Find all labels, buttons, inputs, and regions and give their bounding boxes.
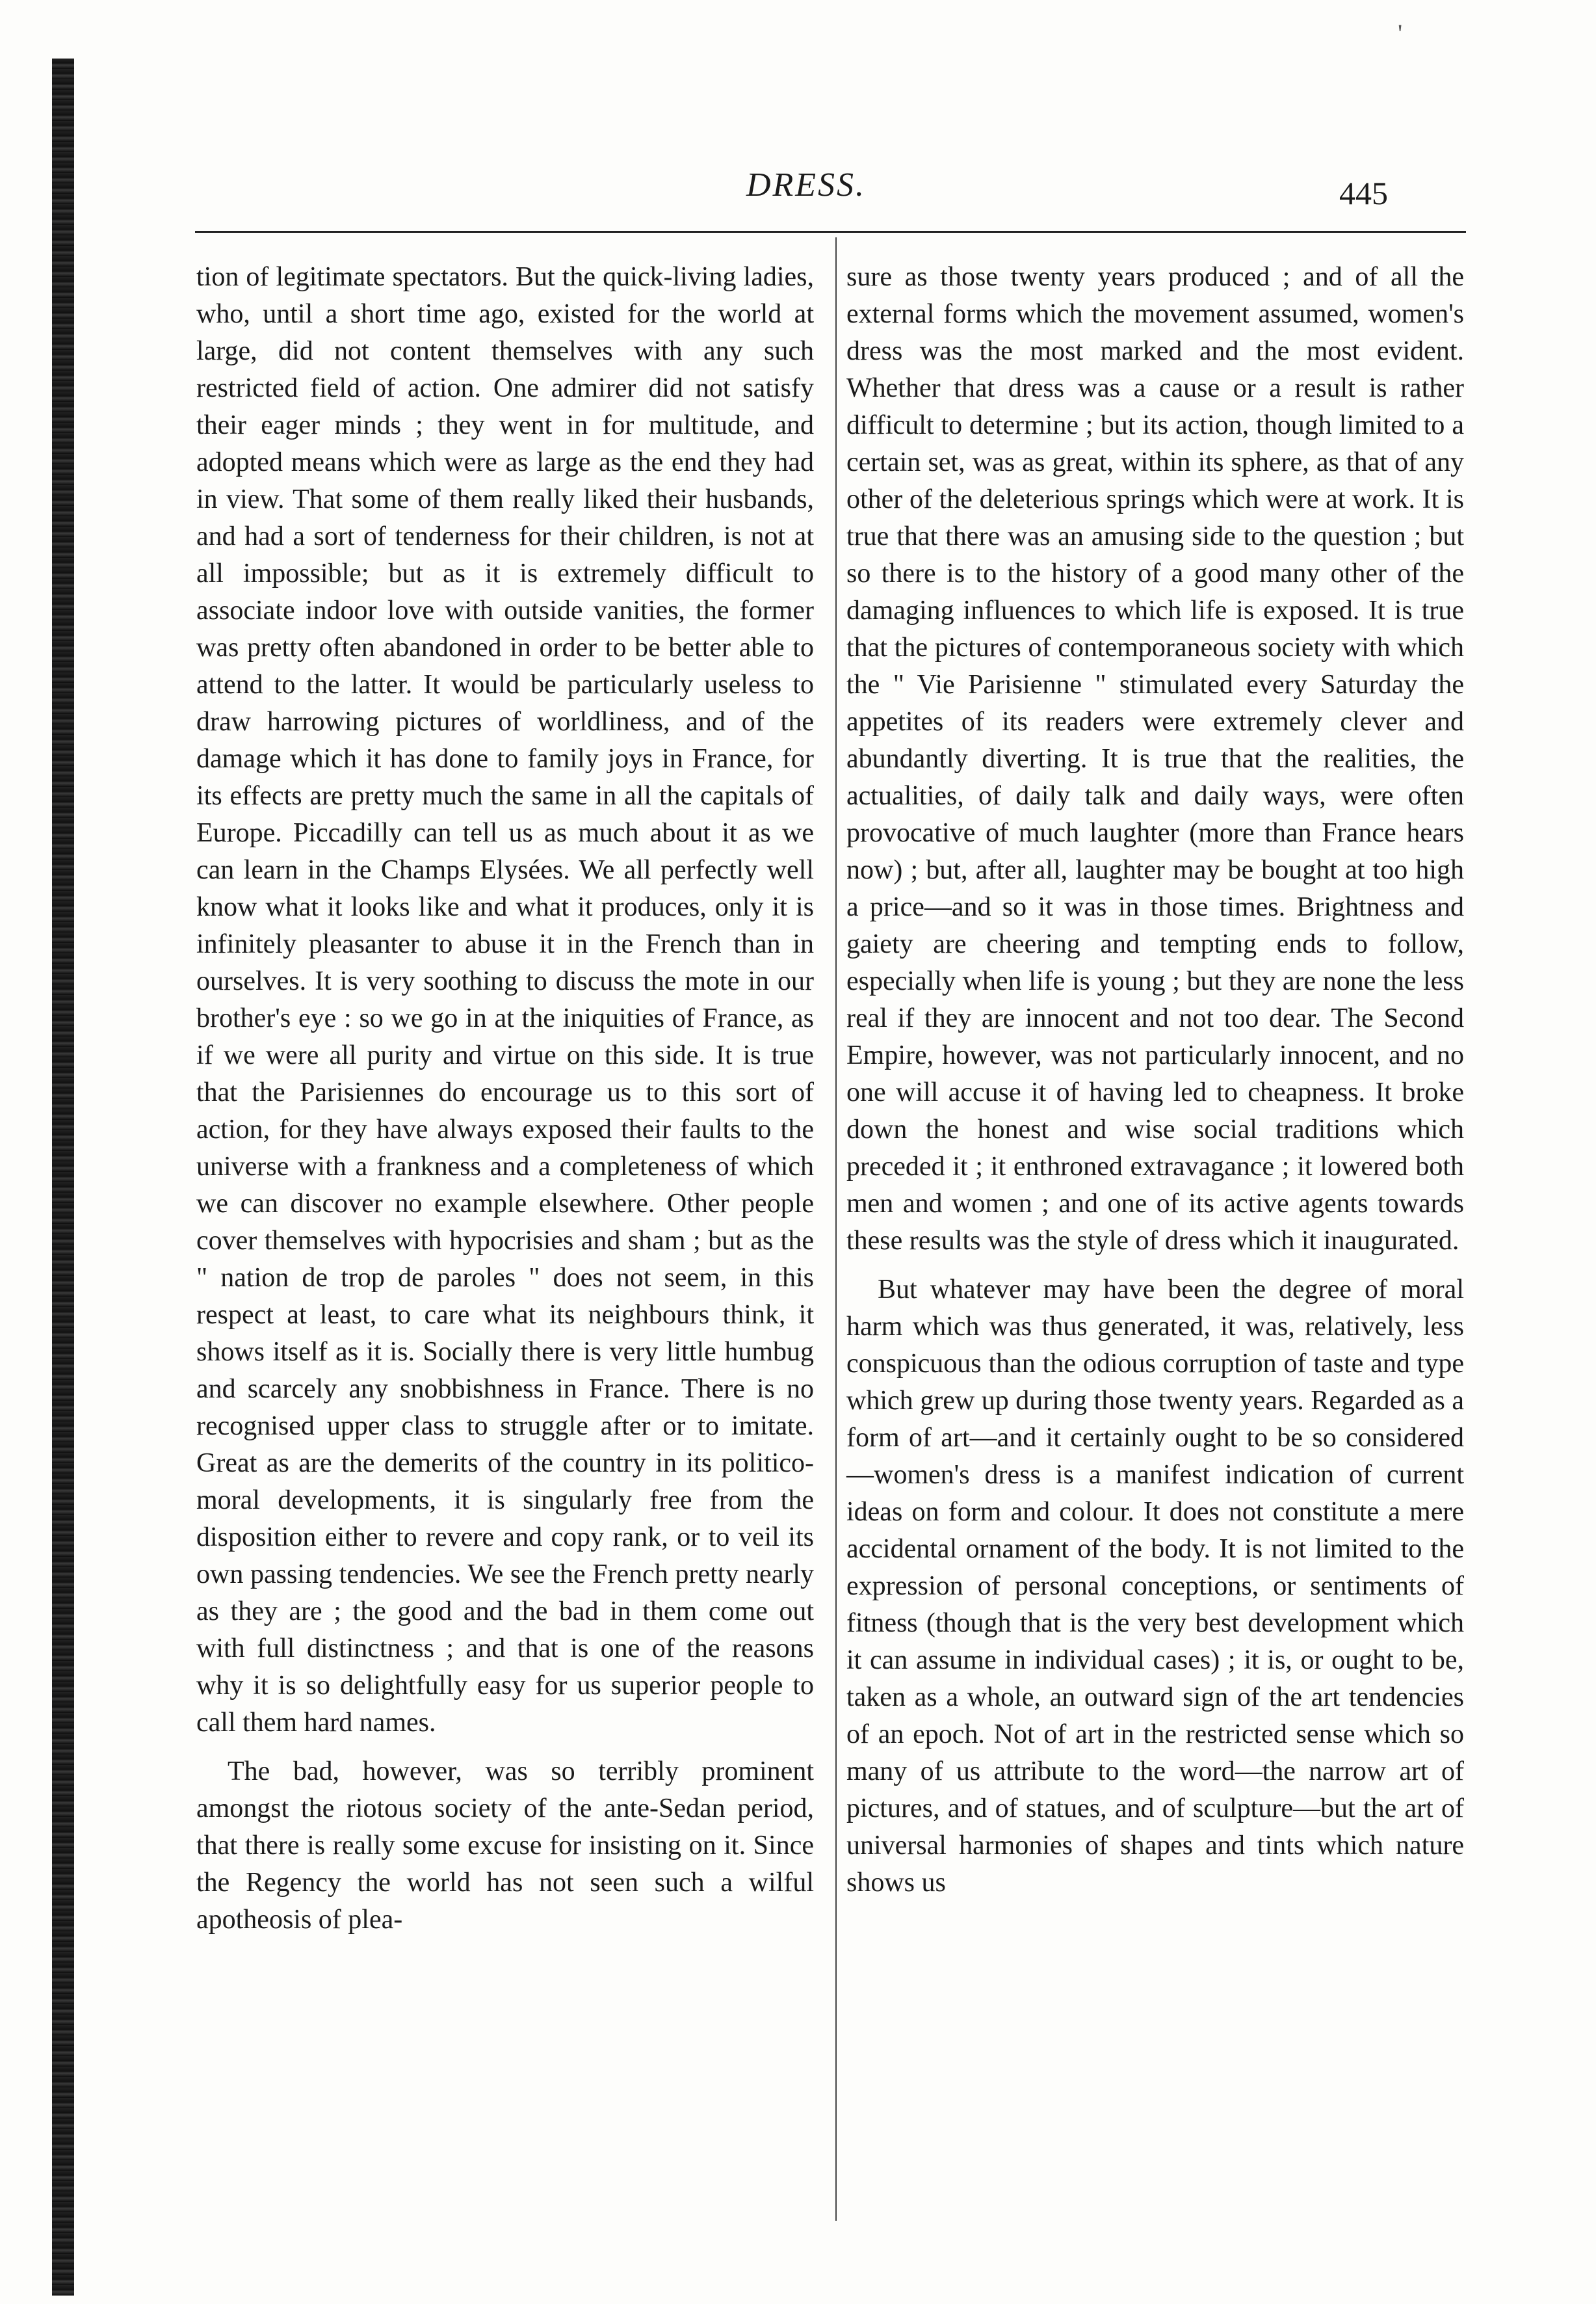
book-binding-edge bbox=[52, 59, 74, 2296]
running-title: DRESS. bbox=[746, 166, 867, 204]
page-number: 445 bbox=[1339, 175, 1388, 211]
header-rule bbox=[195, 231, 1466, 233]
column-divider bbox=[835, 237, 837, 2221]
left-column bbox=[196, 259, 814, 1939]
paragraph: tion of legitimate spectators. But the quick-living ladies, who, until a short time ago, existed for the world at large, did not content themselves with any such restricted field of action. One admirer did not satisfy their eager minds ; they went in for multitude, and adopted means which were as large as the end they had in view. That some of them really liked their husbands, and had a sort of tenderness for their children, is not at all impossible; but as it is extremely difficult to associate indoor love with outside vanities, the former was pretty often abandoned in order to be better able to attend to the latter. It would be particularly useless to draw harrowing pictures of worldliness, and of the damage which it has done to family joys in France, for its effects are pretty much the same in all the capitals of Europe. Piccadilly can tell us as much about it as we can learn in the Champs Elysées. We all perfectly well know what it looks like and what it produces, only it is infinitely pleasanter to abuse it in the French than in ourselves. It is very soothing to discuss the mote in our brother's eye : so we go in at the iniquities of France, as if we were all purity and virtue on this side. It is true that the Parisiennes do encourage us to this sort of action, for they have always exposed their faults to the universe with a frankness and a completeness of which we can discover no example elsewhere. Other people cover themselves with hypocrisies and sham ; but as the " nation de trop de paroles " does not seem, in this respect at least, to care what its neighbours think, it shows itself as it is. Socially there is very little humbug and scarcely any snobbishness in France. There is no recognised upper class to struggle after or to imitate. Great as are the demerits of the country in its politico-moral developments, it is singularly free from the disposition either to revere and copy rank, or to veil its own passing tendencies. We see the French pretty nearly as they are ; the good and the bad in them come out with full distinctness ; and that is one of the reasons why it is so delightfully easy for us superior people to call them hard names. bbox=[196, 262, 814, 1738]
right-column bbox=[846, 259, 1464, 1901]
paragraph: The bad, however, was so terribly prominent amongst the riotous society of the ante-Sedan period, that there is really some excuse for insisting on it. Since the Regency the world has not seen such a wilful apotheosis of plea- bbox=[196, 1756, 814, 1935]
corner-mark: ' bbox=[1398, 19, 1403, 48]
paragraph: sure as those twenty years produced ; and of all the external forms which the movement assumed, women's dress was the most marked and the most evident. Whether that dress was a cause or a result is rather difficult to determine ; but its action, though limited to a certain set, was as great, within its sphere, as that of any other of the deleterious springs which were at work. It is true that there was an amusing side to the question ; but so there is to the history of a good many other of the damaging influences to which life is exposed. It is true that the pictures of contemporaneous society with which the " Vie Parisienne " stimulated every Saturday the appetites of its readers were extremely clever and abundantly diverting. It is true that the realities, the actualities, of daily talk and daily ways, were often provocative of much laughter (more than France hears now) ; but, after all, laughter may be bought at too high a price—and so it was in those times. Brightness and gaiety are cheering and tempting ends to follow, especially when life is young ; but they are none the less real if they are innocent and not too dear. The Second Empire, however, was not particularly innocent, and no one will accuse it of having led to cheapness. It broke down the honest and wise social traditions which preceded it ; it enthroned extravagance ; it lowered both men and women ; and one of its active agents towards these results was the style of dress which it inaugurated. bbox=[846, 262, 1464, 1256]
paragraph: But whatever may have been the degree of moral harm which was thus generated, it was, relatively, less conspicuous than the odious corruption of taste and type which grew up during those twenty years. Regarded as a form of art—and it certainly ought to be so considered—women's dress is a manifest indication of current ideas on form and colour. It does not constitute a mere accidental ornament of the body. It is not limited to the expression of personal conceptions, or sentiments of fitness (though that is the very best development which it can assume in individual cases) ; it is, or ought to be, taken as a whole, an outward sign of the art tendencies of an epoch. Not of art in the restricted sense which so many of us attribute to the word—the narrow art of pictures, and of statues, and of sculpture—but the art of universal harmonies of shapes and tints which nature shows us bbox=[846, 1275, 1464, 1898]
